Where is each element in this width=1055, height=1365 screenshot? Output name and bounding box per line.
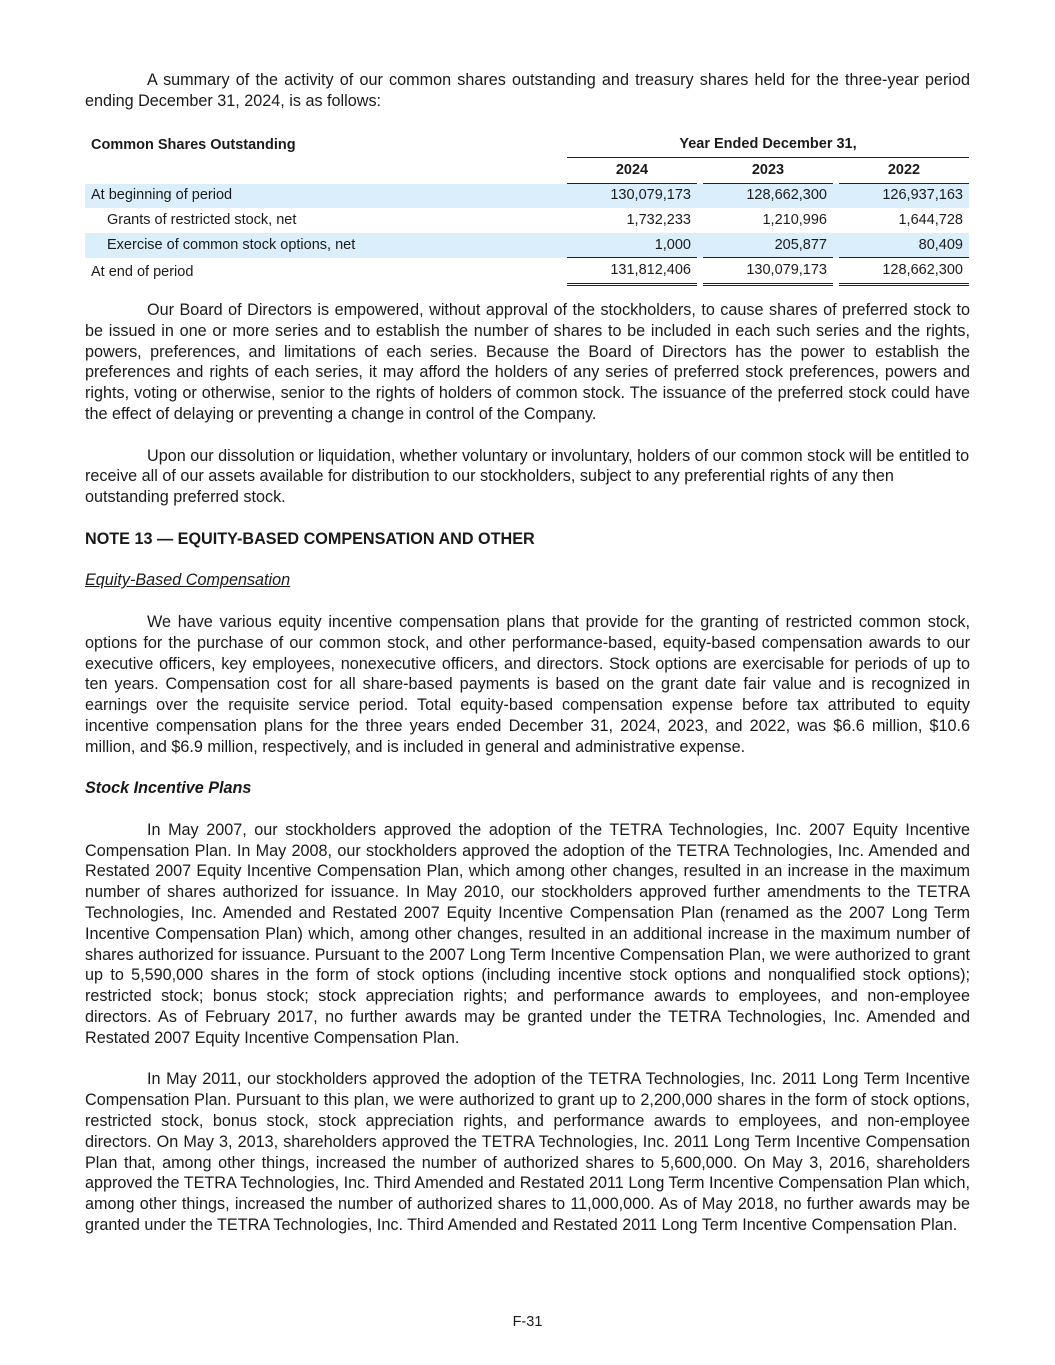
row-label: Exercise of common stock options, net bbox=[85, 233, 567, 259]
stock-paragraph: In May 2007, our stockholders approved the adoption of the TETRA Technologies, Inc. 2007 Equity Incentive Compensation Plan. In May 2008, our stockholders approved the adoption of the TETRA Technologies, Inc. Amended and Restated 2007 Equity Incentive Compensation Plan, which among other changes, resulted in an increase in the maximum number of shares authorized for issuance. In May 2010, our stockholders approved further amendments to the TETRA Technologies, Inc. Amended and Restated 2007 Equity Incentive Compensation Plan (renamed as the 2007 Long Term Incentive Compensation Plan) which, among other changes, resulted in an additional increase in the maximum number of shares authorized for issuance. Pursuant to the 2007 Long Term Incentive Compensation Plan, we were authorized to grant up to 5,590,000 shares in the form of stock options (including incentive stock options and nonqualified stock options); restricted stock; bonus stock; stock appreciation rights; and performance awards to employees, and non-employee directors. As of February 2017, no further awards may be granted under the TETRA Technologies, Inc. Amended and Restated 2007 Equity Incentive Compensation Plan. bbox=[85, 820, 970, 1047]
stock-heading: Stock Incentive Plans bbox=[85, 779, 252, 798]
table-row bbox=[85, 258, 969, 286]
cell: 128,662,300 bbox=[839, 258, 969, 286]
intro-paragraph: A summary of the activity of our common shares outstanding and treasury shares held for the three-year period ending December 31, 2024, is as follows: bbox=[85, 71, 970, 110]
liquidation-paragraph: Upon our dissolution or liquidation, whether voluntary or involuntary, holders of our common stock will be entitled to receive all of our assets available for distribution to our stockholders, subject to any preferential rights of any then outstanding preferred stock. bbox=[85, 446, 970, 507]
cell: 131,812,406 bbox=[567, 258, 697, 286]
table-row bbox=[85, 208, 969, 233]
group-header: Year Ended December 31, bbox=[567, 132, 969, 158]
cell: 130,079,173 bbox=[703, 258, 833, 286]
preferred-stock-paragraph: Our Board of Directors is empowered, without approval of the stockholders, to cause shares of preferred stock to be issued in one or more series and to establish the number of shares to be included in each such series and the rights, powers, preferences, and limitations of each series. Because the Board of Directors has the power to establish the preferences and rights of each series, it may afford the holders of any series of preferred stock preferences, powers and rights, voting or otherwise, senior to the rights of holders of common stock. The issuance of the preferred stock could have the effect of delaying or preventing a change in control of the Company. bbox=[85, 300, 970, 423]
cell: 205,877 bbox=[703, 233, 833, 259]
row-label: At end of period bbox=[91, 263, 194, 280]
table-row bbox=[85, 184, 969, 209]
year-header: 2024 bbox=[567, 158, 697, 184]
year-header: 2022 bbox=[839, 158, 969, 184]
cell: 1,210,996 bbox=[762, 212, 827, 229]
cell: 80,409 bbox=[839, 233, 969, 259]
cell: 128,662,300 bbox=[703, 184, 833, 209]
cell: 126,937,163 bbox=[839, 184, 969, 209]
cell: 1,644,728 bbox=[898, 212, 963, 229]
page-number: F-31 bbox=[512, 1314, 543, 1330]
stock-paragraph: In May 2011, our stockholders approved the adoption of the TETRA Technologies, Inc. 2011 Long Term Incentive Compensation Plan. Pursuant to this plan, we were authorized to grant up to 2,200,000 shares in the form of stock options, restricted stock, bonus stock, stock appreciation rights, and performance awards to employees, and non-employee directors. On May 3, 2013, shareholders approved the TETRA Technologies, Inc. 2011 Long Term Incentive Compensation Plan that, among other things, increased the number of authorized shares to 5,600,000. On May 3, 2016, shareholders approved the TETRA Technologies, Inc. Third Amended and Restated 2011 Long Term Incentive Compensation Plan which, among other things, increased the number of authorized shares to 11,000,000. As of May 2018, no further awards may be granted under the TETRA Technologies, Inc. Third Amended and Restated 2011 Long Term Incentive Compensation Plan. bbox=[85, 1070, 970, 1235]
common-shares-table bbox=[85, 132, 969, 286]
row-label: At beginning of period bbox=[85, 184, 567, 209]
year-header: 2023 bbox=[703, 158, 833, 184]
cell: 130,079,173 bbox=[567, 184, 697, 209]
equity-paragraph: We have various equity incentive compensation plans that provide for the granting of restricted common stock, options for the purchase of our common stock, and other performance-based, equity-based compensation awards to our executive officers, key employees, nonexecutive officers, and directors. Stock options are exercisable for periods of up to ten years. Compensation cost for all share-based payments is based on the grant date fair value and is recognized in earnings over the requisite service period. Total equity-based compensation expense before tax attributed to equity incentive compensation plans for the three years ended December 31, 2024, 2023, and 2022, was $6.6 million, $10.6 million, and $6.9 million, respectively, and is included in general and administrative expense. bbox=[85, 612, 970, 756]
table-title: Common Shares Outstanding bbox=[91, 136, 296, 153]
note-heading: NOTE 13 — EQUITY-BASED COMPENSATION AND OTHER bbox=[85, 529, 535, 548]
cell: 1,732,233 bbox=[626, 212, 691, 229]
cell: 1,000 bbox=[567, 233, 697, 259]
row-label: Grants of restricted stock, net bbox=[107, 212, 297, 229]
subheading: Equity-Based Compensation bbox=[85, 571, 291, 590]
table-row bbox=[85, 233, 969, 259]
